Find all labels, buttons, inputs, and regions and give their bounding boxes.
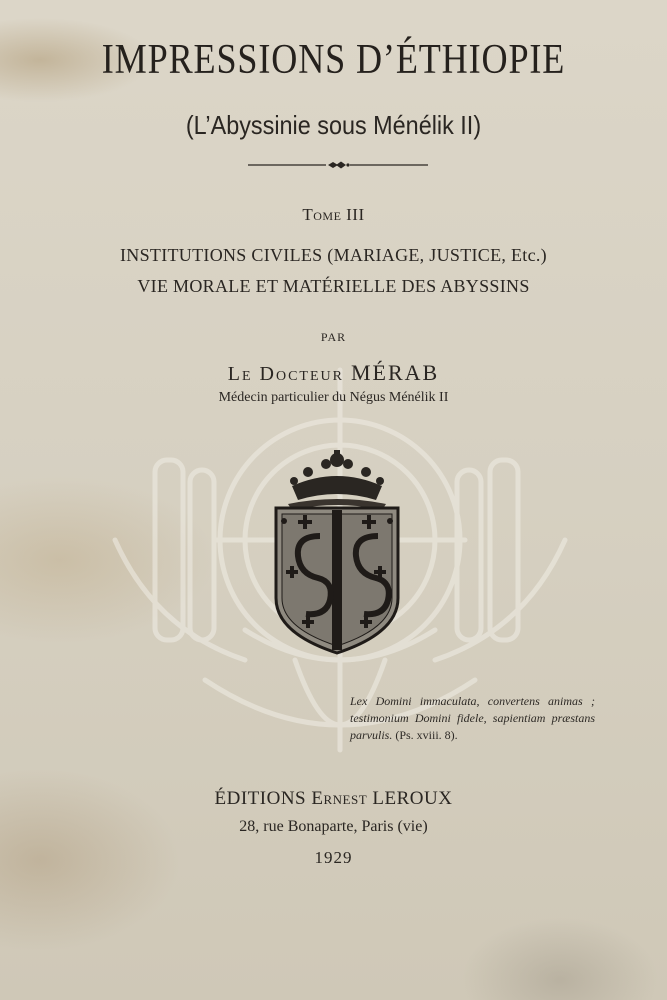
epigraph	[350, 693, 595, 744]
crowned-shield-emblem-icon	[268, 448, 406, 658]
publisher-address: 28, rue Bonaparte, Paris (vie)	[239, 818, 428, 835]
publisher: ÉDITIONS Ernest LEROUX	[214, 788, 453, 809]
book-subtitle: (L’Abyssinie sous Ménélik II)	[185, 110, 482, 140]
contents-line-2: VIE MORALE ET MATÉRIELLE DES ABYSSINS	[137, 276, 530, 296]
book-title: IMPRESSIONS D’ÉTHIOPIE	[101, 37, 566, 83]
author-prefix: Le Docteur	[227, 363, 344, 385]
by-label: PAR	[320, 330, 347, 344]
volume-label: Tome III	[302, 205, 365, 224]
author-name: MÉRAB	[350, 360, 440, 385]
contents-line-1: INSTITUTIONS CIVILES (MARIAGE, JUSTICE, Etc.)	[120, 245, 547, 265]
publication-year: 1929	[314, 848, 353, 867]
author	[0, 360, 667, 386]
author-role: Médecin particulier du Négus Ménélik II	[218, 390, 449, 405]
epigraph-reference: (Ps. xviii. 8).	[395, 728, 458, 742]
epigraph-text: Lex Domini immaculata, convertens animas ; testimonium Domini fidele, sapientiam præstans parvulis.	[350, 694, 595, 742]
rule-ornament-icon	[248, 158, 428, 172]
